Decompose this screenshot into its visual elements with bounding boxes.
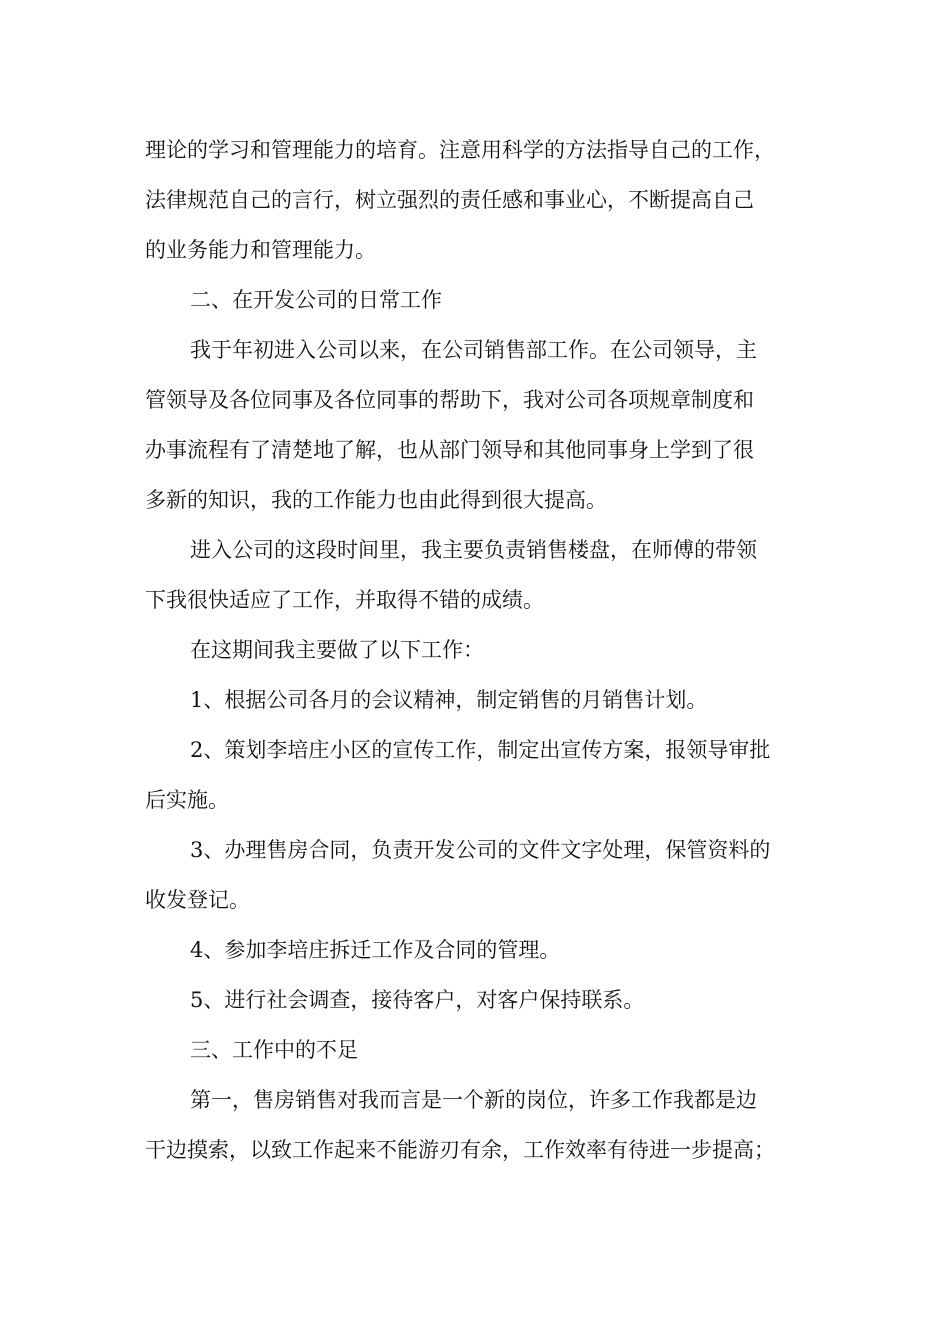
text-line: 进入公司的这段时间里，我主要负责销售楼盘，在师傅的带领 bbox=[190, 538, 757, 562]
text-line: 在这期间我主要做了以下工作： bbox=[190, 638, 484, 662]
text-line: 的业务能力和管理能力。 bbox=[145, 238, 376, 262]
text-line: 后实施。 bbox=[145, 788, 229, 812]
list-item: 3、办理售房合同，负责开发公司的文件文字处理，保管资料的 bbox=[190, 838, 771, 862]
text-line: 下我很快适应了工作，并取得不错的成绩。 bbox=[145, 588, 544, 612]
text-line: 收发登记。 bbox=[145, 888, 250, 912]
section-heading: 二、在开发公司的日常工作 bbox=[190, 288, 442, 312]
text-line: 办事流程有了清楚地了解，也从部门领导和其他同事身上学到了很 bbox=[145, 438, 754, 462]
text-line: 理论的学习和管理能力的培育。注意用科学的方法指导自己的工作， bbox=[145, 138, 775, 162]
list-item: 1、根据公司各月的会议精神，制定销售的月销售计划。 bbox=[190, 688, 708, 712]
section-heading: 三、工作中的不足 bbox=[190, 1038, 358, 1062]
text-line: 干边摸索，以致工作起来不能游刃有余，工作效率有待进一步提高； bbox=[145, 1138, 775, 1162]
text-line: 多新的知识，我的工作能力也由此得到很大提高。 bbox=[145, 488, 607, 512]
text-line: 管领导及各位同事及各位同事的帮助下，我对公司各项规章制度和 bbox=[145, 388, 754, 412]
list-item: 2、策划李培庄小区的宣传工作，制定出宣传方案，报领导审批 bbox=[190, 738, 771, 762]
list-item: 4、参加李培庄拆迁工作及合同的管理。 bbox=[190, 938, 561, 962]
text-line: 第一，售房销售对我而言是一个新的岗位，许多工作我都是边 bbox=[190, 1088, 757, 1112]
list-item: 5、进行社会调查，接待客户，对客户保持联系。 bbox=[190, 988, 645, 1012]
text-line: 法律规范自己的言行，树立强烈的责任感和事业心，不断提高自己 bbox=[145, 188, 754, 212]
text-line: 我于年初进入公司以来，在公司销售部工作。在公司领导，主 bbox=[190, 338, 757, 362]
